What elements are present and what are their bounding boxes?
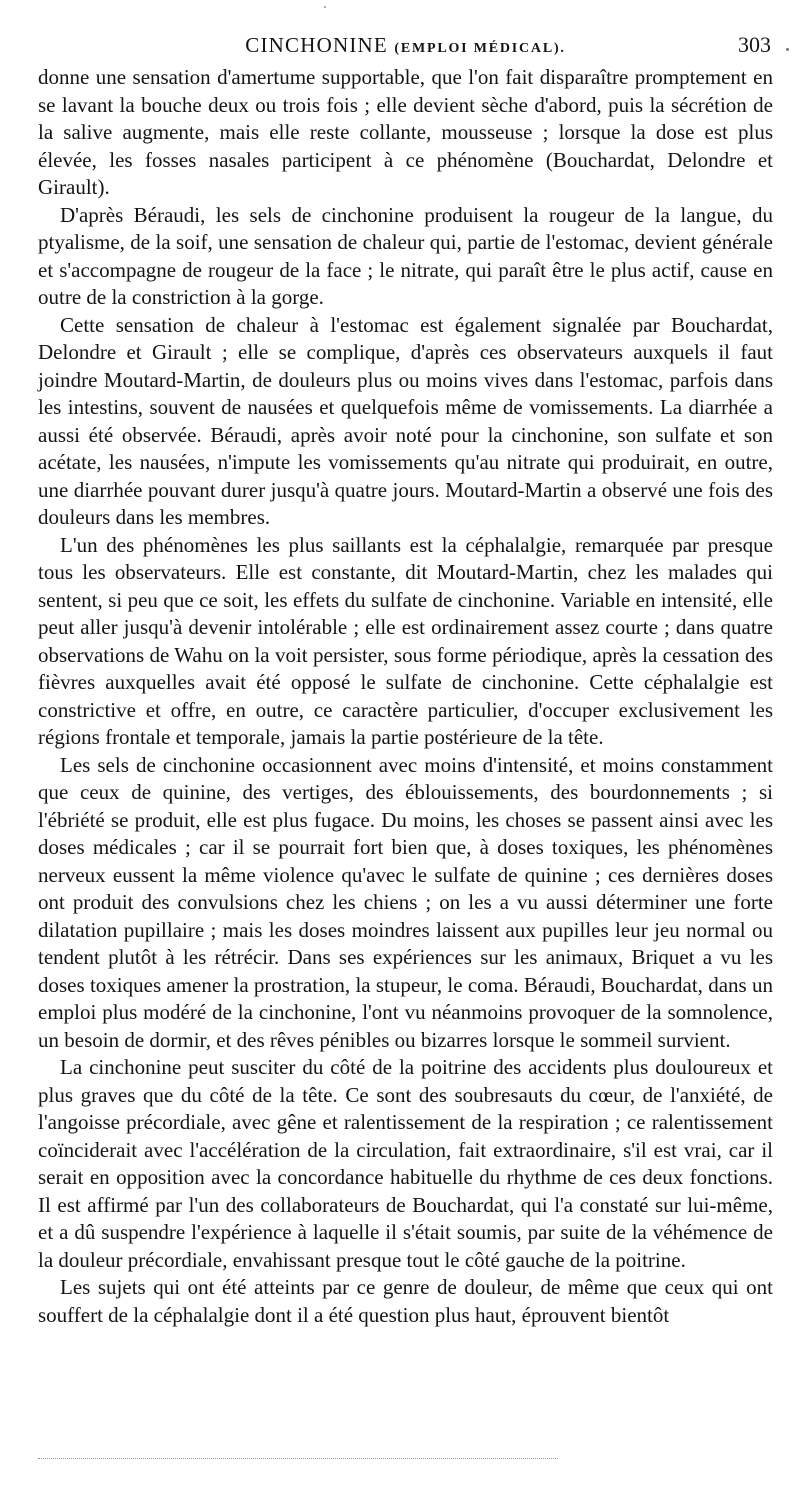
footer-dotted-rule: [38, 1458, 558, 1459]
page-number: 303: [738, 32, 771, 57]
paragraph-7: Les sujets qui ont été atteints par ce genre de douleur, de même que ceux qui ont souffert de la céphalalgie dont il a été question plus haut, éprouvent bientôt: [38, 1275, 773, 1327]
paragraph-6: La cinchonine peut susciter du côté de la poitrine des accidents plus douloureux et plus graves que du côté de la tête. Ce sont des soubresauts du cœur, de l'anxiété, de l'angoisse précordiale, avec gêne et ralentissement de la respiration ; ce ralentissement coïnciderait avec l'accélération de la circulation, fait extraordinaire, s'il est vrai, car il serait en opposition avec la concordance habituelle du rhythme de ces deux fonctions. Il est affirmé par l'un des collaborateurs de Bouchardat, qui l'a constaté sur lui-même, et a dû suspendre l'expérience à laquelle il s'était soumis, par suite de la véhémence de la douleur précordiale, envahissant presque tout le côté gauche de la poitrine.: [38, 1055, 773, 1272]
paragraph-3: Cette sensation de chaleur à l'estomac est également signalée par Bouchardat, Delondre et Girault ; elle se complique, d'après ces observateurs auxquels il faut joindre Moutard-Martin, de douleurs plus ou moins vives dans l'estomac, parfois dans les intestins, souvent de nausées et quelquefois même de vomissements. La diarrhée a aussi été observée. Béraudi, après avoir noté pour la cinchonine, son sulfate et son acétate, les nausées, n'impute les vomissements qu'au nitrate qui produirait, en outre, une diarrhée pouvant durer jusqu'à quatre jours. Moutard-Martin a observé une fois des douleurs dans les membres.: [38, 312, 773, 529]
running-title: [38, 32, 773, 62]
running-title-main: CINCHONINE: [245, 33, 388, 57]
print-speck: [324, 6, 326, 8]
paragraph-5: Les sels de cinchonine occasionnent avec moins d'intensité, et moins constamment que ceux de quinine, des vertiges, des éblouissements, des bourdonnements ; si l'ébriété se produit, elle est plus fugace. Du moins, les choses se passent ainsi avec les doses médicales ; car il se pourrait fort bien que, à doses toxiques, les phénomènes nerveux eussent la même violence qu'avec le sulfate de quinine ; ces dernières doses ont produit des convulsions chez les chiens ; on les a vu aussi déterminer une forte dilatation pupillaire ; mais les doses moindres laissent aux pupilles leur jeu normal ou tendent plutôt à les rétrécir. Dans ses expériences sur les animaux, Briquet a vu les doses toxiques amener la prostration, la stupeur, le coma. Béraudi, Bouchardat, dans un emploi plus modéré de la cinchonine, l'ont vu néanmoins provoquer de la somnolence, un besoin de dormir, et des rêves pénibles ou bizarres lorsque le sommeil survient.: [38, 752, 773, 1052]
paragraph-4: L'un des phénomènes les plus saillants est la céphalalgie, remarquée par presque tous les observateurs. Elle est constante, dit Moutard-Martin, chez les malades qui sentent, si peu que ce soit, les effets du sulfate de cinchonine. Variable en intensité, elle peut aller jusqu'à devenir intolérable ; elle est ordinairement assez courte ; dans quatre observations de Wahu on la voit persister, sous forme périodique, après la cessation des fièvres auxquelles avait été opposé le sulfate de cinchonine. Cette céphalalgie est constrictive et offre, en outre, ce caractère particulier, d'occuper exclusivement les régions frontale et temporale, jamais la partie postérieure de la tête.: [38, 532, 773, 749]
paragraph-2: D'après Béraudi, les sels de cinchonine produisent la rougeur de la langue, du ptyalisme, de la soif, une sensation de chaleur qui, partie de l'estomac, devient générale et s'accompagne de rougeur de la face ; le nitrate, qui paraît être le plus actif, cause en outre de la constriction à la gorge.: [38, 202, 773, 309]
paragraph-1: donne une sensation d'amertume supportable, que l'on fait disparaître promptement en se lavant la bouche deux ou trois fois ; elle devient sèche d'abord, puis la sécrétion de la salive augmente, mais elle reste collante, mousseuse ; lorsque la dose est plus élevée, les fosses nasales participent à ce phénomène (Bouchardat, Delondre et Girault).: [38, 65, 773, 199]
running-title-subtitle: (EMPLOI MÉDICAL).: [394, 41, 566, 56]
page-body: [38, 64, 773, 1329]
page-header: [38, 32, 773, 58]
print-speck: [786, 48, 789, 51]
